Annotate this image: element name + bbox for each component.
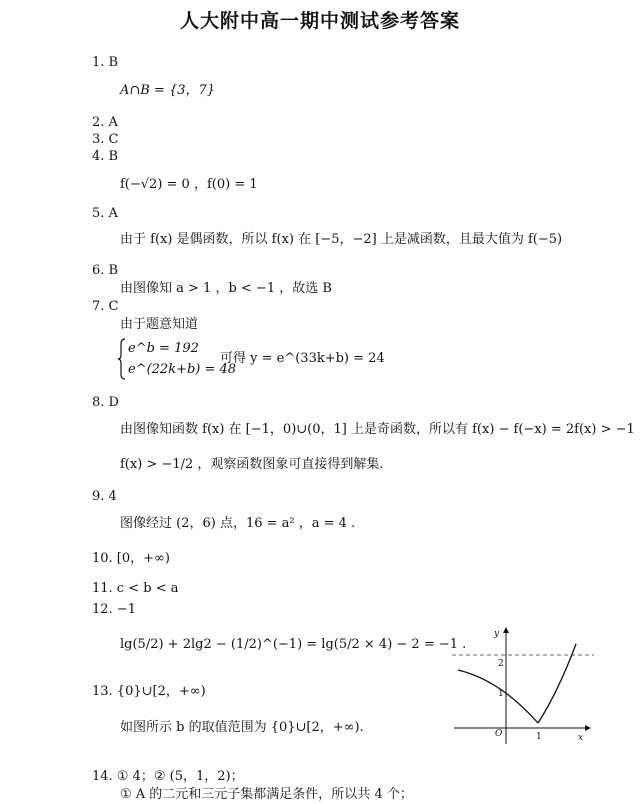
function-graph (448, 622, 598, 747)
right-curve (538, 644, 576, 723)
answer-7: 7. C (92, 299, 119, 314)
answer-13-detail: 如图所示 b 的取值范围为 {0}∪[2，+∞). (120, 720, 364, 735)
answer-7-detail: 由于题意知道 (120, 317, 199, 332)
tick-y1: 1 (498, 689, 504, 699)
answer-5: 5. A (92, 206, 118, 221)
answer-4: 4. B (92, 149, 119, 164)
page-title: 人大附中高一期中测试参考答案 (179, 10, 460, 32)
answer-14: 14. ① 4；② (5，1，2)； (92, 769, 244, 784)
answer-14-detail: ① A 的二元和三元子集都满足条件，所以共 4 个； (120, 787, 413, 802)
answer-6: 6. B (92, 263, 119, 278)
answer-6-detail: 由图像知 a > 1 ，b < −1 ，故选 B (120, 281, 332, 296)
answer-3: 3. C (92, 132, 119, 147)
tick-x1: 1 (536, 732, 542, 742)
x-axis-label: x (578, 733, 584, 743)
answer-12: 12. −1 (92, 602, 136, 617)
system-brace (118, 338, 126, 380)
answer-8-detail-1: 由图像知函数 f(x) 在 [−1，0)∪(0，1] 上是奇函数，所以有 f(x) − f(−x) = 2f(x) > −1 (120, 422, 635, 437)
answer-9: 9. 4 (92, 489, 117, 504)
answer-5-detail: 由于 f(x) 是偶函数，所以 f(x) 在 [−5，−2] 上是减函数，且最大值为 f(−5) (120, 232, 563, 247)
answer-10: 10. [0，+∞) (92, 551, 170, 566)
answer-8-detail-2: f(x) > −1/2 ，观察函数图象可直接得到解集. (120, 457, 384, 472)
answer-12-detail: lg(5/2) + 2lg2 − (1/2)^(−1) = lg(5/2 × 4) − 2 = −1 . (120, 637, 467, 652)
answer-2: 2. A (92, 115, 118, 130)
answer-7-equation-1: e^b = 192 (128, 341, 199, 356)
answer-7-equation-2: e^(22k+b) = 48 (128, 362, 237, 377)
answer-4-detail: f(−√2) = 0 ，f(0) = 1 (120, 177, 258, 192)
answer-1: 1. B (92, 55, 119, 70)
y-axis-label: y (494, 629, 500, 639)
answer-1-detail: A∩B = {3，7} (120, 83, 216, 98)
tick-y2: 2 (498, 659, 504, 669)
answer-13: 13. {0}∪[2，+∞) (92, 684, 206, 699)
answer-8: 8. D (92, 395, 119, 410)
answer-9-detail: 图像经过 (2，6) 点，16 = a² ，a = 4 . (120, 516, 356, 531)
answer-11: 11. c < b < a (92, 581, 179, 596)
origin-label: O (495, 729, 503, 739)
answer-7-result: 可得 y = e^(33k+b) = 24 (220, 351, 385, 366)
